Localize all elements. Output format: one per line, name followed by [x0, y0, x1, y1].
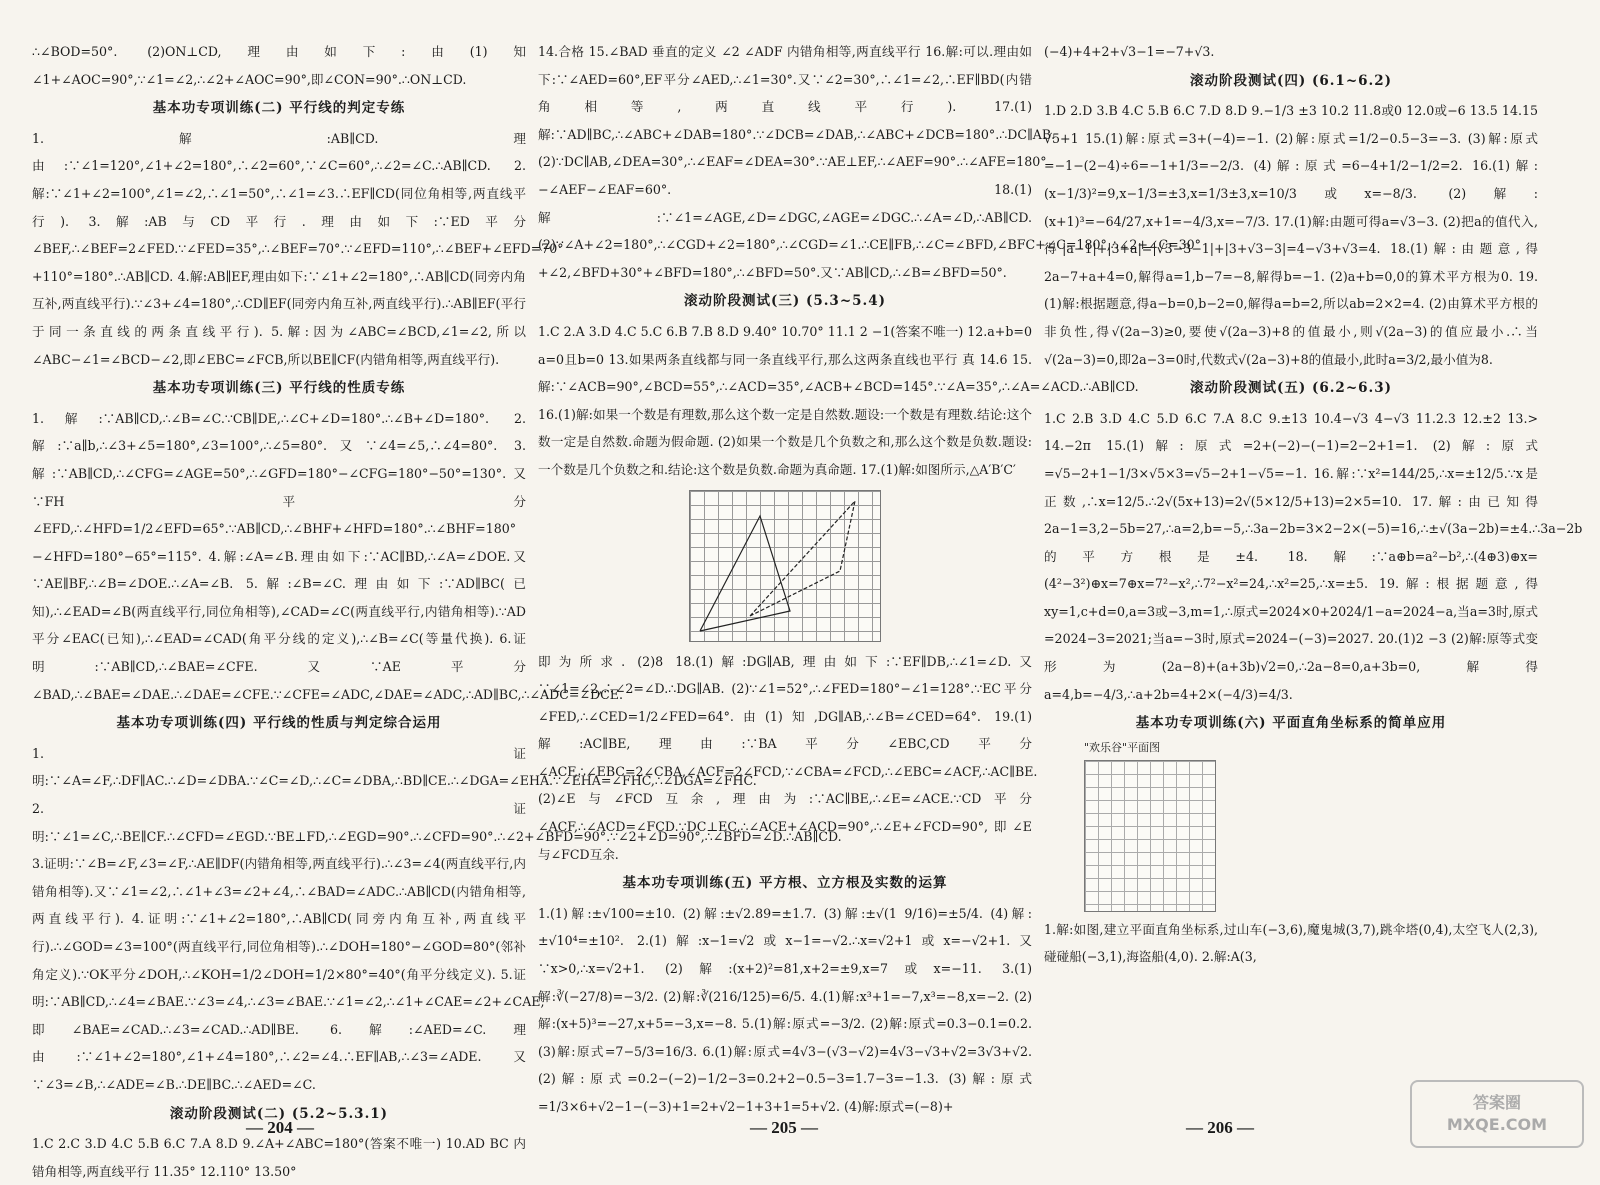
grid-figure — [689, 490, 881, 642]
watermark-line: 答案圈 — [1472, 1093, 1521, 1112]
section-heading: 基本功专项训练(六) 平面直角坐标系的简单应用 — [1135, 715, 1447, 732]
watermark-logo — [1410, 1080, 1584, 1148]
text-block: ∴∠BOD=50°. (2)ON⊥CD,理由如下:由(1)知∠1+∠AOC=90°,∵∠1=∠2,∴∠2+∠AOC=90°,即∠CON=90°.∴ON⊥CD. — [32, 44, 526, 87]
text-block: 1.(1)解:±√100=±10. (2)解:±√2.89=±1.7. (3)解:±√(1 9/16)=±5/4. (4)解:±√10⁴=±10². 2.(1)解:x−1=√2或x−1=−√2.∴x=√2+1或x=−√2+1.又∵x>0,∴x=√2+1. (2)解:(x+2)²=81,x+2=±9,x=7或x=−11. 3.(1)解:∛(−27/8)=−3/2. (2)解:∛(216/125)=6/5. 4.(1)解:x³+1=−7,x³=−8,x=−2. (2)解:(x+5)³=−27,x+5=−3,x=−8. 5.(1)解:原式=−3/2. (2)解:原式=0.3−0.1=0.2. (3)解:原式=7−5/3=16/3. 6.(1)解:原式=4√3−(√3−√2)=4√3−√3+√2=3√3+√2. (2)解:原式=0.2−(−2)−1/2−3=0.2+2−0.5−3=1.7−3=−1.3. (3)解:原式=1/3×6+√2−1−(−3)+1=2+√2−1+3+1=5+√2. (4)解:原式=(−8)+ — [538, 905, 1032, 1114]
triangle-figure — [690, 491, 880, 641]
section-heading: 滚动阶段测试(四) (6.1~6.2) — [1189, 72, 1393, 89]
text-block: 1.D 2.D 3.B 4.C 5.B 6.C 7.D 8.D 9.−1/3 ±3 10.2 11.8或0 12.0或−6 13.5 14.15 √5+1 15.(1)解:原式=3+(−4)=−1. (2)解:原式=1/2−0.5−3=−3. (3)解:原式=−1−(2−4)÷6=−1+1/3=−2/3. (4)解:原式=6−4+1/2−1/2=2. 16.(1)解:(x−1/3)²=9,x−1/3=±3,x=1/3±3,x=10/3或x=−8/3. (2)解:(x+1)³=−64/27,x+1=−4/3,x=−7/3. 17.(1)解:由题可得a=√3−3. (2)把a的值代入,得|a−1|+|3+a|=|√3−3−1|+|3+√3−3|=4−√3+√3=4. 18.(1)解:由题意,得2a−7+a+4=0,解得a=1,b−7=−8,解得b=−1. (2)a+b=0,0的算术平方根为0. 19.(1)解:根据题意,得a−b=0,b−2=0,解得a=b=2,所以ab=2×2=4. (2)由算术平方根的非负性,得√(2a−3)≥0,要使√(2a−3)+8的值最小,则√(2a−3)的值应最小.∴当√(2a−3)=0,即2a−3=0时,代数式√(2a−3)+8的值最小,此时a=3/2,最小值为8. — [1044, 103, 1538, 367]
section-heading: 基本功专项训练(二) 平行线的判定专练 — [152, 100, 406, 117]
coordinate-map-figure — [1084, 760, 1216, 912]
figure-caption: "欢乐谷"平面图 — [1084, 740, 1161, 754]
section-heading: 基本功专项训练(三) 平行线的性质专练 — [152, 380, 406, 397]
section-heading: 基本功专项训练(四) 平行线的性质与判定综合运用 — [116, 715, 442, 732]
text-block: 1.C 2.B 3.D 4.C 5.D 6.C 7.A 8.C 9.±13 10.4−√3 4−√3 11.2.3 12.±2 13.> 14.−2π 15.(1)解:原式=2+(−2)−(−1)=2−2+1=1. (2)解:原式=√5−2+1−1/3×√5×3=√5−2+1−√5=−1. 16.解:∵x²=144/25,∴x=±12/5.∵x是正数,∴x=12/5.∴2√(5x+13)=2√(5×12/5+13)=2×5=10. 17.解:由已知得2a−1=3,2−5b=27,∴a=2,b=−5,∴3a−2b=3×2−2×(−5)=16,∴±√(3a−2b)=±4.∴3a−2b的平方根是±4. 18.解:∵a⊕b=a²−b²,∴(4⊕3)⊕x=(4²−3²)⊕x=7⊕x=7²−x²,∴7²−x²=24,∴x²=25,∴x=±5. 19.解:根据题意,得xy=1,c+d=0,a=3或−3,m=1,∴原式=2024×0+2024/1−a=2024−a,当a=3时,原式=2024−3=2021;当a=−3时,原式=2024−(−3)=2027. 20.(1)2 −3 (2)解:原等式变形为(2a−8)+(a+3b)√2=0,∴2a−8=0,a+3b=0,解得a=4,b=−4/3,∴a+2b=4+2×(−4/3)=4/3. — [1044, 410, 1583, 702]
section-heading: 滚动阶段测试(五) (6.2~6.3) — [1189, 380, 1393, 397]
page-number: — 204 — — [246, 1118, 314, 1137]
text-block: 1.解:∵AB∥CD,∴∠B=∠C.∵CB∥DE,∴∠C+∠D=180°.∴∠B+∠D=180°. 2.解:∵a∥b,∴∠3+∠5=180°,∠3=100°,∴∠5=80°.又∵∠4=∠5,∴∠4=80°. 3.解:∵AB∥CD,∴∠CFG=∠AGE=50°,∴∠GFD=180°−∠CFG=180°−50°=130°.又∵FH平分∠EFD,∴∠HFD=1/2∠EFD=65°.∵AB∥CD,∴∠BHF+∠HFD=180°.∴∠BHF=180°−∠HFD=180°−65°=115°. 4.解:∠A=∠B.理由如下:∵AC∥BD,∴∠A=∠DOE.又∵AE∥BF,∴∠B=∠DOE.∴∠A=∠B. 5.解:∠B=∠C.理由如下:∵AD∥BC(已知),∴∠EAD=∠B(两直线平行,同位角相等),∠CAD=∠C(两直线平行,内错角相等).∵AD平分∠EAC(已知),∴∠EAD=∠CAD(角平分线的定义),∴∠B=∠C(等量代换). 6.证明:∵AB∥CD,∴∠BAE=∠CFE.又∵AE平分∠BAD,∴∠BAE=∠DAE.∴∠DAE=∠CFE.∵∠CFE=∠ADC,∠DAE=∠ADC,∴AD∥BC,∴∠ADC=∠DCE. — [32, 410, 623, 702]
text-block: 1.证明:∵∠A=∠F,∴DF∥AC.∴∠D=∠DBA.∵∠C=∠D,∴∠C=∠DBA,∴BD∥CE.∴∠DGA=∠EHA.∵∠EHA=∠FHC,∴∠DGA=∠FHC. 2.证明:∵∠1=∠C,∴BE∥CF.∴∠CFD=∠EGD.∵BE⊥FD,∴∠EGD=90°.∴∠CFD=90°.∴∠2+∠BFD=90°.∵∠2+∠D=90°,∴∠BFD=∠D.∴AB∥CD. 3.证明:∵∠B=∠F,∠3=∠F,∴AE∥DF(内错角相等,两直线平行).∴∠3=∠4(两直线平行,内错角相等).又∵∠1=∠2,∴∠1+∠3=∠2+∠4,∴∠BAD=∠ADC.∴AB∥CD(内错角相等,两直线平行). 4.证明:∵∠1+∠2=180°,∴AB∥CD(同旁内角互补,两直线平行).∴∠GOD=∠3=100°(两直线平行,同位角相等).∴∠DOH=180°−∠GOD=80°(邻补角定义).∵OK平分∠DOH,∴∠KOH=1/2∠DOH=1/2×80°=40°(角平分线定义). 5.证明:∵AB∥CD,∴∠4=∠BAE.∵∠3=∠4,∴∠3=∠BAE.∵∠1=∠2,∴∠1+∠CAE=∠2+∠CAE,即∠BAE=∠CAD.∴∠3=∠CAD.∴AD∥BE. 6.解:∠AED=∠C.理由:∵∠1+∠2=180°,∠1+∠4=180°,∴∠2=∠4.∴EF∥AB,∴∠3=∠ADE.又∵∠3=∠B,∴∠ADE=∠B.∴DE∥BC.∴∠AED=∠C. — [32, 745, 842, 1092]
text-block: 1.解:AB∥CD.理由:∵∠1=120°,∠1+∠2=180°,∴∠2=60°,∵∠C=60°,∴∠2=∠C.∴AB∥CD. 2.解:∵∠1+∠2=100°,∠1=∠2,∴∠1=50°,∴∠1=∠3.∴EF∥CD(同位角相等,两直线平行). 3.解:AB与CD平行.理由如下:∵ED平分∠BEF,∴∠BEF=2∠FED.∵∠FED=35°,∴∠BEF=70°.∵∠EFD=110°,∴∠BEF+∠EFD=70°+110°=180°.∴AB∥CD. 4.解:AB∥EF,理由如下:∵∠1+∠2=180°,∴AB∥CD(同旁内角互补,两直线平行).∵∠3+∠4=180°,∴CD∥EF(同旁内角互补,两直线平行).∴AB∥EF(平行于同一条直线的两条直线平行). 5.解:因为∠ABC=∠BCD,∠1=∠2,所以∠ABC−∠1=∠BCD−∠2,即∠EBC=∠FCB,所以BE∥CF(内错角相等,两直线平行). — [32, 130, 564, 367]
text-block: 即为所求. (2)8 18.(1)解:DG∥AB,理由如下:∵EF∥DB,∴∠1=∠D.又∵∠1=∠2,∴∠2=∠D.∴DG∥AB. (2)∵∠1=52°,∴∠FED=180°−∠1=128°.∵EC平分∠FED,∴∠CED=1/2∠FED=64°.由(1)知,DG∥AB,∴∠B=∠CED=64°. 19.(1)解:AC∥BE,理由:∵BA平分∠EBC,CD平分∠ACF,∴∠EBC=2∠CBA,∠ACF=2∠FCD,∵∠CBA=∠FCD,∴∠EBC=∠ACF,∴AC∥BE. (2)∠E与∠FCD互余,理由为:∵AC∥BE,∴∠E=∠ACE.∵CD平分∠ACF,∴∠ACD=∠FCD.∵DC⊥EC,∴∠ACE+∠ACD=90°,∴∠E+∠FCD=90°,即∠E与∠FCD互余. — [538, 653, 1038, 862]
text-block: 1.解:如图,建立平面直角坐标系,过山车(−3,6),魔鬼城(3,7),跳伞塔(0,4),太空飞人(2,3),碰碰船(−3,1),海盗船(4,0). 2.解:A(3, — [1044, 921, 1538, 965]
text-block: 1.C 2.A 3.D 4.C 5.C 6.B 7.B 8.D 9.40° 10.70° 11.1 2 −1(答案不唯一) 12.a+b=0 a=0且b=0 13.如果两条直线都与同一条直线平行,那么这两条直线也平行 真 14.6 15.解:∵∠ACB=90°,∠BCD=55°,∴∠ACD=35°,∠ACB+∠BCD=145°.∵∠A=35°,∴∠A=∠ACD.∴AB∥CD. 16.(1)解:如果一个数是有理数,那么这个数一定是自然数.题设:一个数是有理数.结论:这个数一定是自然数.命题为假命题. (2)如果一个数是几个负数之和,那么这个数是负数.题设:一个数是几个负数之和.结论:这个数是负数.命题为真命题. 17.(1)解:如图所示,△A′B′C′ — [538, 323, 1139, 477]
text-block: 1.C 2.C 3.D 4.C 5.B 6.C 7.A 8.D 9.∠A+∠ABC=180°(答案不唯一) 10.AD BC 内错角相等,两直线平行 11.35° 12.110° 13.50° — [32, 1136, 526, 1179]
section-heading: 基本功专项训练(五) 平方根、立方根及实数的运算 — [622, 875, 948, 892]
watermark-line: MXQE.COM — [1446, 1115, 1548, 1134]
section-heading: 滚动阶段测试(三) (5.3~5.4) — [683, 293, 887, 310]
page-number: — 205 — — [750, 1118, 818, 1137]
section-heading: 滚动阶段测试(二) (5.2~5.3.1) — [169, 1105, 389, 1122]
column-right — [1044, 38, 1583, 1098]
page-number: — 206 — — [1186, 1118, 1254, 1137]
text-block: 14.合格 15.∠BAD 垂直的定义 ∠2 ∠ADF 内错角相等,两直线平行 16.解:可以.理由如下:∵∠AED=60°,EF平分∠AED,∴∠1=30°.又∵∠2=30°,∴∠1=∠2,∴EF∥BD(内错角相等,两直线平行). 17.(1)解:∵AD∥BC,∴∠ABC+∠DAB=180°.∵∠DCB=∠DAB,∴∠ABC+∠DCB=180°.∴DC∥AB. (2)∵DC∥AB,∠DEA=30°,∴∠EAF=∠DEA=30°.∵AE⊥EF,∴∠AEF=90°.∴∠AFE=180°−∠AEF−∠EAF=60°. 18.(1)解:∵∠1=∠AGE,∠D=∠DGC,∠AGE=∠DGC.∴∠A=∠D,∴AB∥CD. (2)∵∠A+∠2=180°,∴∠CGD+∠2=180°,∴∠CGD=∠1.∴CE∥FB,∴∠C=∠BFD,∠BFC+∠C=180°,∴∠2+∠C=30°+∠2,∠BFD+30°+∠BFD=180°,∴∠BFD=50°.又∵AB∥CD,∴∠B=∠BFD=50°. — [538, 44, 1201, 280]
text-block: (−4)+4+2+√3−1=−7+√3. — [1044, 44, 1215, 59]
